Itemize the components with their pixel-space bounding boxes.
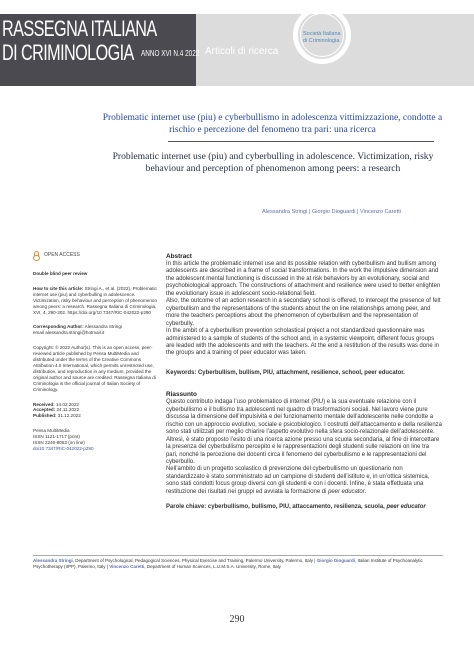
- open-access-badge: [33, 250, 161, 262]
- riassunto-paragraph-2: Altresì, è stato proposto l’esito di una ricerca azione presso una scuola secondaria, al fine di intercettare la presenza del cyberbullismo percepito e le rappresentazioni degli studenti sulle relazioni on line tra pari, nonché la percezione dei docenti circa il fenomeno del cyberbullismo e le rappresentazioni del cyberbullo.: [166, 436, 440, 465]
- abstract-paragraph: In this article the problematic internet use and its possible relation with cyberbullism and bullism among adolescents are described in a frame of social transformations. In the work the impulsive dimension and the adolescent mental functioning is discussed in the at risk behaviors by an evolutionary, social and psychobiological approach. The constructions of attachment and resilience were used to better enlighten the evolutionary issue in adolescent socio-relational field.: [166, 261, 441, 297]
- citation-text: Stringi A., et al. (2022). Problematic internet use (piu) and cyberbulling in adolescence. Victimization, risky behaviour and perception of phenomenon among peers: a research. Rassegna Italiana di Criminologia, XVI, 4, 290-302. https://doi.org/10.7347/RIC-042022-p290: [33, 285, 158, 315]
- corresponding-email[interactable]: email alessandra.stringi@hotmail.it: [33, 330, 105, 336]
- publisher-block: [33, 428, 161, 452]
- abstract-heading: Abstract: [166, 253, 192, 260]
- doi-link[interactable]: doi10.7347/RIC-042022-p290: [33, 445, 94, 451]
- accepted-label: Accepted:: [33, 407, 56, 413]
- riassunto-peer-educator: peer educator: [328, 488, 365, 495]
- journal-volume: ANNO XVI N.4 2022: [141, 49, 200, 58]
- riassunto-paragraph-3-text: Nell’ambito di un progetto scolastico di prevenzione del cyberbullismo un questionario non standardizzato è stato somministrato ad un campione di studenti dell’istituto e, in un’ottica sistemica, sono stati condotti focus group diversi con gli studenti e con i docenti. Infine, è stata effettuata una restituzione dei risultati nei gruppi ed avviata la formazione di: [166, 466, 430, 495]
- section-label: Articoli di ricerca: [205, 46, 279, 57]
- italian-title: Problematic internet use (piu) e cyberbullismo in adolescenza vittimizzazione, condotte a rischio e percezione del fenomeno tra pari: una ricerca: [102, 113, 443, 135]
- received-label: Received:: [33, 401, 55, 407]
- riassunto-heading: Riassunto: [166, 391, 197, 399]
- keywords-text: Cyberbullism, bullism, PIU, attachment, resilience, school, peer educator.: [198, 369, 405, 376]
- title-divider: [168, 141, 434, 142]
- citation-block: [33, 286, 161, 316]
- parole-text: cyberbullismo, bullismo, PIU, attaccamento, resilienza, scuola,: [207, 504, 385, 511]
- abstract-section: [166, 253, 442, 512]
- affiliation-name-1: Alessandra Stringi: [33, 558, 73, 563]
- review-type: Double blind peer review: [33, 271, 88, 276]
- parole-italic: peer educator: [386, 504, 426, 511]
- issn-print: ISSN 1121-1717 (print): [33, 434, 80, 440]
- english-title: Problematic internet use (piu) and cyberbulling in adolescence. Victimization, risky behaviour and perception of phenomenon among peers: a research: [112, 151, 434, 174]
- author-affiliations: [33, 558, 443, 571]
- riassunto-paragraph-3-end: .: [364, 488, 367, 495]
- affiliation-name-3: Vincenzo Caretti: [109, 564, 145, 570]
- open-access-label: OPEN ACCESS: [44, 252, 80, 259]
- dates-block: [33, 402, 161, 420]
- affiliation-text-3: , Department of Human Sciences, L.U.M.S.A. University, Rome, Italy: [144, 564, 281, 570]
- open-lock-icon: [33, 251, 40, 261]
- keywords-label: Keywords:: [166, 369, 197, 376]
- society-logo-text-2: di Criminologia: [303, 38, 340, 44]
- received-date: 14.02.2022: [56, 401, 79, 407]
- journal-title-line2: DI CRIMINOLOGIA: [2, 40, 134, 65]
- keywords: [166, 370, 442, 377]
- society-logo-text: Società Italiana: [303, 31, 341, 37]
- corresponding-author: [33, 324, 161, 336]
- abstract-paragraph-2: Also, the outcome of an action research in a secondary school is offered, to intercept the presence of felt cyberbullism and the representations of the students about the on line relationships among peer, and more the teachers perceptions about the phenomenon of cyberbullism and the representation of cyberbully.: [166, 298, 441, 327]
- page-number: 290: [229, 614, 245, 625]
- affiliation-name-2: Giorgio Dioguardi: [316, 558, 355, 563]
- copyright-notice: Copyright: © 2022 Author(s). This is an open access, peer-reviewed article published by Pensa MultiMedia and distributed under the terms of the Creative Commons Attribution 4.0 International, which permits unrestricted use, distribution, and reproduction in any medium, provided the original author and source are credited. Rassegna Italiana di Criminologia is the official journal of Italian Society of Criminology.: [33, 345, 156, 392]
- affiliation-text-2: , Italian Institute of Psychoanalytic Psychotherapy (IIPP), Palermo, Italy |: [33, 558, 423, 570]
- corresponding-label: Corresponding Author:: [33, 324, 84, 330]
- riassunto-paragraph-3: [166, 466, 442, 496]
- issn-online: ISSN 2240-8053 (on line): [33, 440, 85, 446]
- accepted-date: 24.11.2022: [56, 407, 80, 413]
- parole-chiave: [166, 504, 442, 511]
- author-list: Alessandra Stringi | Giorgio Dioguardi | Vincenzo Caretti: [262, 209, 401, 215]
- page-top-margin: [0, 0, 474, 14]
- affiliation-text-1: , Department of Psychological, Pedagogical Sciences, Physical Exercise and Training, Palermo University, Palermo, Italy |: [72, 558, 317, 563]
- abstract-paragraph-3: In the ambit of a cyberbullism prevention scholastical project a not standardized questionnaire was administered to a sample of students of the school and, in a systemic viewpoint, different focus groups are leaded with the adolescents and with the teachers. At the end a restitution of the results was done in the groups and a training of peer educator was taken.: [166, 328, 439, 357]
- riassunto-paragraph: Questo contributo indaga l’uso problematico di internet (PIU) e la sua eventuale relazione con il cyberbullismo e il bullismo tra adolescenti nel quadro di trasformazioni sociali. Nel lavoro viene pure discussa la dimensione dell’impulsività e del funzionamento mentale dell’adolescente nelle condotte a rischio con un approccio evolutivo, sociale e psicobiologico. I costrutti dell’attaccamento e della resilienza sono stati utilizzati per meglio chiarire l’aspetto evolutivo nella sfera socio-relazionale dell’adolescente.: [166, 399, 442, 436]
- journal-title-line1: RASSEGNA ITALIANA: [2, 16, 157, 41]
- footnote-divider: [33, 555, 443, 556]
- published-label: Published:: [33, 413, 57, 419]
- corresponding-name: Alessandra Stringi: [84, 324, 122, 330]
- citation-label: How to cite this article:: [33, 285, 84, 291]
- published-date: 31.12.2022: [57, 413, 81, 419]
- article-info-sidebar: [33, 250, 161, 452]
- publisher-name: Pensa MultiMedia: [33, 428, 70, 434]
- parole-label: Parole chiave:: [166, 504, 207, 511]
